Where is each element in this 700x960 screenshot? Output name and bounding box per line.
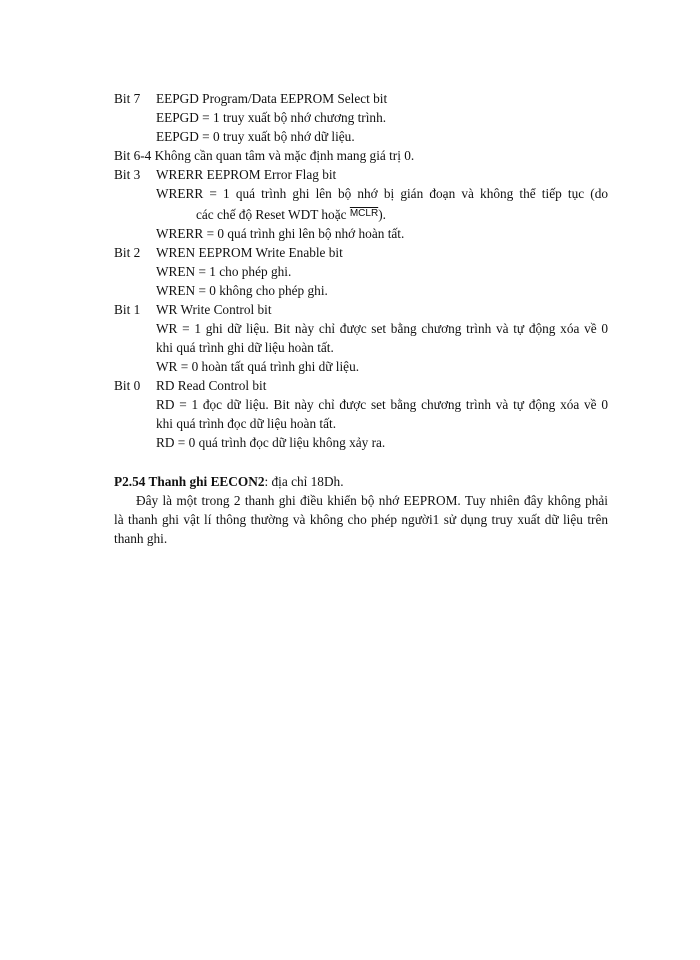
bit3-desc-2 — [196, 204, 386, 224]
section-heading-suffix: : địa chỉ 18Dh. — [264, 474, 344, 489]
bit1-desc-2: khi quá trình ghi dữ liệu hoàn tất. — [156, 340, 334, 355]
bit1-label: Bit 1 — [114, 302, 141, 317]
section-para-line-3: thanh ghi. — [114, 531, 168, 546]
bit0-desc-3: RD = 0 quá trình đọc dữ liệu không xảy ra. — [156, 435, 386, 450]
bit3-title: WRERR EEPROM Error Flag bit — [156, 167, 337, 182]
bit3-desc-1: WRERR = 1 quá trình ghi lên bộ nhớ bị gián đoạn và không thể tiếp tục (do — [156, 186, 608, 201]
bit3-desc-2-post: ). — [378, 207, 386, 222]
bit1-desc-3: WR = 0 hoàn tất quá trình ghi dữ liệu. — [156, 359, 360, 374]
bit0-desc-2: khi quá trình đọc dữ liệu hoàn tất. — [156, 416, 337, 431]
bit7-desc-1: EEPGD = 1 truy xuất bộ nhớ chương trình. — [156, 110, 387, 125]
bit3-desc-2-pre: các chế độ Reset WDT hoặc — [196, 207, 350, 222]
bit0-label: Bit 0 — [114, 378, 141, 393]
bit1-desc-1: WR = 1 ghi dữ liệu. Bit này chỉ được set bằng chương trình và tự động xóa về 0 — [156, 321, 608, 336]
bit7-label: Bit 7 — [114, 91, 141, 106]
bit0-desc-1: RD = 1 đọc dữ liệu. Bit này chỉ được set bằng chương trình và tự động xóa về 0 — [156, 397, 608, 412]
bit2-label: Bit 2 — [114, 245, 141, 260]
section-para-line-2: là thanh ghi vật lí thông thường và không cho phép người1 sử dụng truy xuất dữ liệu trên — [114, 512, 608, 527]
bit3-label: Bit 3 — [114, 167, 141, 182]
bit3-desc-3: WRERR = 0 quá trình ghi lên bộ nhớ hoàn tất. — [156, 226, 405, 241]
bit64-label — [114, 146, 414, 165]
section-heading-line — [114, 472, 344, 491]
mclr-overline: MCLR — [349, 208, 379, 219]
bit2-desc-1: WREN = 1 cho phép ghi. — [156, 264, 292, 279]
bit64-label-text: Bit 6-4 — [114, 148, 152, 163]
section-heading: P2.54 Thanh ghi EECON2 — [114, 474, 265, 489]
bit2-desc-2: WREN = 0 không cho phép ghi. — [156, 283, 328, 298]
bit7-title: EEPGD Program/Data EEPROM Select bit — [156, 91, 388, 106]
bit0-title: RD Read Control bit — [156, 378, 267, 393]
bit7-desc-2: EEPGD = 0 truy xuất bộ nhớ dữ liệu. — [156, 129, 355, 144]
bit1-title: WR Write Control bit — [156, 302, 272, 317]
bit64-title: Không cần quan tâm và mặc định mang giá trị 0. — [154, 148, 415, 163]
bit2-title: WREN EEPROM Write Enable bit — [156, 245, 343, 260]
section-para-line-1: Đây là một trong 2 thanh ghi điều khiển bộ nhớ EEPROM. Tuy nhiên đây không phải — [136, 493, 608, 508]
